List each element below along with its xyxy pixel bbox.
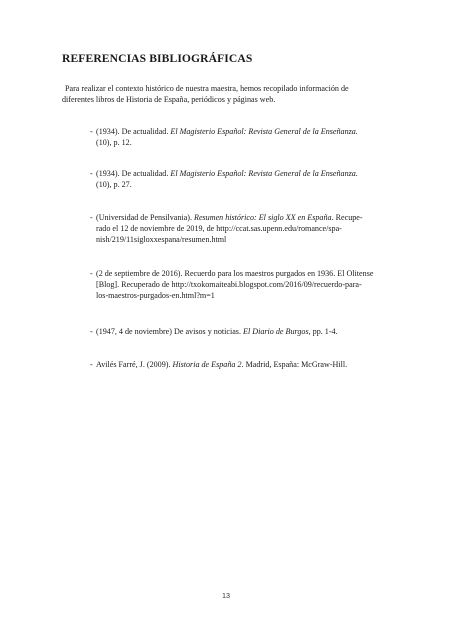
reference-line	[96, 168, 358, 179]
reference-url-line: los-maestros-purgados-en.html?m=1	[96, 291, 215, 301]
reference-line	[96, 326, 358, 337]
reference-line: (2 de septiembre de 2016). Recuerdo para los maestros purgados en 1936. El Olitense	[96, 269, 374, 278]
reference-title: El Diario de Burgos	[243, 327, 309, 336]
reference-text: . Madrid, España: McGraw-Hill.	[241, 360, 348, 369]
reference-title: El Magisterio Español: Revista General de la Enseñanza.	[170, 169, 358, 178]
bullet-marker: -	[90, 127, 93, 136]
reference-text: Avilés Farré, J. (2009).	[96, 360, 173, 369]
reference-title: Historia de España 2	[172, 360, 242, 369]
reference-line: (10), p. 12.	[96, 138, 132, 148]
reference-text: (Universidad de Pensilvania).	[96, 213, 194, 222]
page-number: 13	[222, 591, 230, 600]
reference-item	[96, 126, 358, 148]
reference-text: (1934). De actualidad.	[96, 127, 171, 136]
reference-url-line: rado el 12 de noviembre de 2019, de http://ccat.sas.upenn.edu/romance/spa-	[96, 224, 342, 234]
reference-line	[96, 212, 363, 223]
bullet-marker: -	[90, 213, 93, 222]
reference-text: . Recupe-	[331, 213, 363, 222]
intro-paragraph	[62, 84, 392, 105]
reference-text: (1934). De actualidad.	[96, 169, 171, 178]
bullet-marker: -	[90, 360, 93, 369]
reference-item	[96, 268, 374, 302]
reference-line: (10), p. 27.	[96, 180, 132, 190]
page-heading: REFERENCIAS BIBLIOGRÁFICAS	[62, 52, 253, 65]
bullet-marker: -	[90, 169, 93, 178]
bullet-marker: -	[90, 269, 93, 278]
reference-title: Resumen histórico: El siglo XX en España	[194, 213, 332, 222]
intro-line: diferentes libros de Historia de España, periódicos y páginas web.	[62, 94, 276, 104]
intro-line: Para realizar el contexto histórico de nuestra maestra, hemos recopilado información de	[65, 84, 349, 93]
reference-line	[96, 359, 358, 370]
reference-item	[96, 212, 363, 246]
reference-item	[96, 326, 358, 337]
reference-title: El Magisterio Español: Revista General de la Enseñanza.	[170, 127, 358, 136]
reference-url-line: [Blog]. Recuperado de http://txokomaiteabi.blogspot.com/2016/09/recuerdo-para-	[96, 280, 362, 290]
reference-text: (1947, 4 de noviembre) De avisos y noticias.	[96, 327, 244, 336]
reference-line	[96, 126, 358, 137]
reference-url-line: nish/219/11sigloxxespana/resumen.html	[96, 235, 227, 245]
bullet-marker: -	[90, 327, 93, 336]
reference-item	[96, 359, 358, 370]
reference-item	[96, 168, 358, 190]
reference-text: , pp. 1-4.	[308, 327, 338, 336]
